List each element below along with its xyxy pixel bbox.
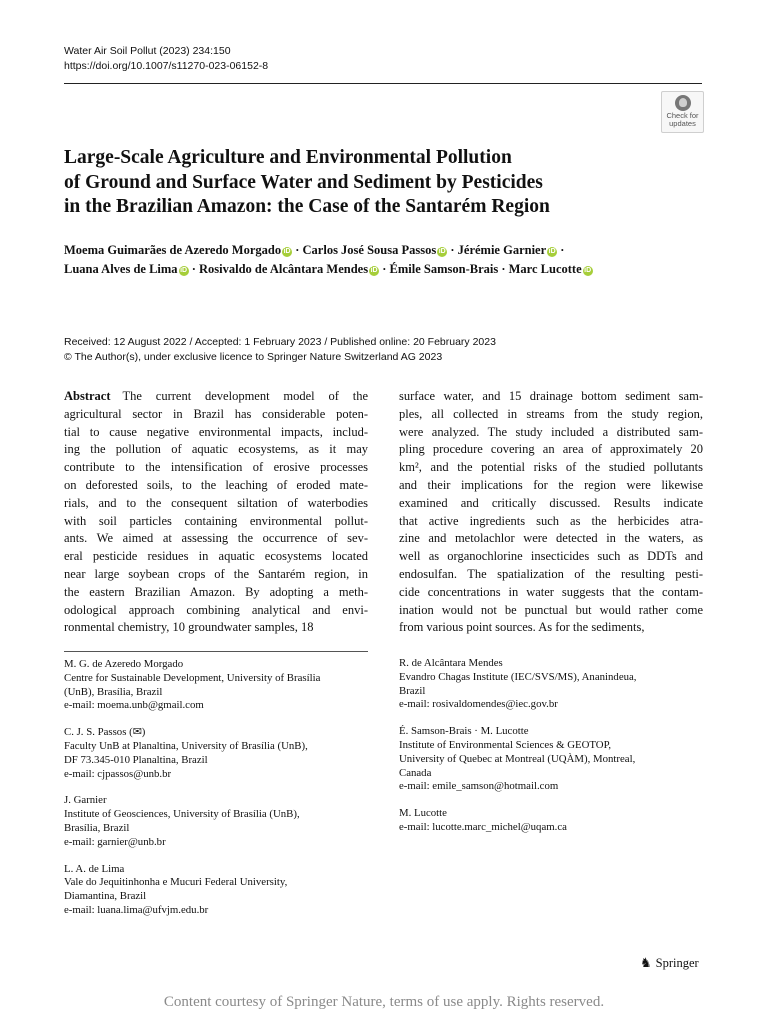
springer-horse-icon: ♞ (640, 955, 652, 970)
doi-link[interactable]: https://doi.org/10.1007/s11270-023-06152-8 (64, 60, 269, 72)
abstract-line: ronmental chemistry, 10 groundwater samples, 18 (64, 620, 314, 635)
abstract-line: Abstract The current development model of the (64, 389, 368, 403)
author-name[interactable]: Moema Guimarães de Azeredo Morgado (64, 243, 282, 257)
check-for-updates-badge[interactable] (661, 91, 704, 133)
publication-dates (64, 335, 496, 365)
author-separator: · (379, 262, 390, 276)
affiliation-line: DF 73.345-010 Planaltina, Brazil (64, 753, 208, 766)
orcid-icon[interactable]: iD (438, 248, 446, 255)
author-name[interactable]: Marc Lucotte (508, 262, 582, 276)
abstract-line: well as organochlorine insecticides such as DDTs and (399, 549, 703, 564)
abstract-line: from various point sources. As for the sediments, (399, 620, 645, 635)
author-name[interactable]: Rosivaldo de Alcântara Mendes (198, 262, 369, 276)
abstract-column-right (399, 388, 703, 637)
courtesy-notice: Content courtesy of Springer Nature, terms of use apply. Rights reserved. (163, 994, 605, 1010)
affiliation-line: Institute of Geosciences, University of Brasília (UnB), (64, 808, 300, 821)
abstract-line: eral pesticide residues in aquatic ecosystems located (64, 549, 368, 564)
author-email[interactable]: e-mail: moema.unb@gmail.com (64, 699, 204, 712)
abstract-line: pling procedure covering an area of approximately 20 (399, 442, 703, 457)
footnote-rule (64, 651, 368, 652)
abstract-line: cide concentrations in water suggests that the contam- (399, 584, 703, 599)
affiliation-line: University of Quebec at Montreal (UQÀM), Montreal, (399, 752, 636, 765)
received-accepted-dates: Received: 12 August 2022 / Accepted: 1 February 2023 / Published online: 20 February 2023 (64, 336, 496, 348)
author-email[interactable]: e-mail: emile_samson@hotmail.com (399, 780, 559, 793)
abstract-line: zine and metolachlor were detected in the waters, as (399, 531, 703, 546)
bookmark-icon (675, 95, 691, 111)
author-separator: · (557, 243, 565, 257)
abstract-line: agricultural sector in Brazil has considerable poten- (64, 406, 368, 421)
affiliation-author: C. J. S. Passos (✉) (64, 726, 146, 739)
abstract-line: surface water, and 15 drainage bottom sediment sam- (399, 389, 703, 403)
abstract-line: with soil particles containing environmental pollut- (64, 513, 368, 528)
author-email[interactable]: e-mail: luana.lima@ufvjm.edu.br (64, 903, 209, 916)
affiliation-block (399, 657, 709, 712)
abstract-line: rials, and to the consequent siltation of waterbodies (64, 495, 368, 510)
title-line: Large-Scale Agriculture and Environmental Pollution (64, 147, 512, 168)
affiliation-block (399, 807, 709, 835)
orcid-icon[interactable]: iD (370, 267, 378, 274)
abstract-line: the eastern Brazilian Amazon. By adopting a meth- (64, 584, 368, 599)
orcid-icon[interactable]: iD (584, 267, 592, 274)
affiliations-left (64, 658, 374, 931)
affiliation-line: Diamantina, Brazil (64, 890, 147, 903)
springer-logo (640, 955, 699, 971)
author-separator: · (447, 243, 458, 257)
abstract-line: near large soybean crops of the Santarém region, in (64, 566, 368, 581)
orcid-icon[interactable]: iD (283, 248, 291, 255)
affiliation-block (64, 658, 374, 713)
author-name[interactable]: Émile Samson-Brais (389, 262, 499, 276)
orcid-icon[interactable]: iD (548, 248, 556, 255)
badge-label-2: updates (669, 119, 696, 128)
abstract-line: odological approach combining analytical and envi- (64, 602, 368, 617)
title-line: in the Brazilian Amazon: the Case of the Santarém Region (64, 196, 550, 217)
abstract-column-left (64, 388, 368, 637)
journal-citation: Water Air Soil Pollut (2023) 234:150 (64, 45, 231, 57)
abstract-line: ing the pollution of aquatic ecosystems, as it may (64, 442, 368, 457)
author-name[interactable]: Jérémie Garnier (457, 243, 547, 257)
author-email[interactable]: e-mail: rosivaldomendes@iec.gov.br (399, 698, 558, 711)
affiliation-block (64, 794, 374, 849)
author-email[interactable]: e-mail: garnier@unb.br (64, 835, 166, 848)
affiliation-line: Brasília, Brazil (64, 821, 130, 834)
author-separator: · (292, 243, 303, 257)
article-title (64, 146, 684, 220)
badge-label-1: Check for (666, 111, 699, 120)
affiliation-author: J. Garnier (64, 794, 107, 807)
affiliation-block (64, 863, 374, 918)
affiliation-line: Brazil (399, 684, 426, 697)
author-email[interactable]: e-mail: cjpassos@unb.br (64, 767, 172, 780)
title-line: of Ground and Surface Water and Sediment by Pesticides (64, 171, 543, 193)
author-name[interactable]: Luana Alves de Lima (64, 262, 178, 276)
journal-header (64, 44, 268, 74)
author-email[interactable]: e-mail: lucotte.marc_michel@uqam.ca (399, 820, 567, 833)
affiliation-line: Evandro Chagas Institute (IEC/SVS/MS), Ananindeua, (399, 670, 637, 683)
affiliation-author: R. de Alcântara Mendes (399, 657, 503, 669)
affiliation-line: Institute of Environmental Sciences & GEOTOP, (399, 738, 612, 751)
abstract-line: ples, all collected in streams from the study region, (399, 406, 703, 421)
author-separator: · (188, 262, 199, 276)
abstract-line: endosulfan. The spatialization of the resulting pesti- (399, 566, 703, 581)
orcid-icon[interactable]: iD (180, 267, 188, 274)
copyright-line: © The Author(s), under exclusive licence to Springer Nature Switzerland AG 2023 (64, 351, 443, 363)
publisher-name: Springer (655, 956, 699, 970)
affiliation-line: (UnB), Brasília, Brazil (64, 685, 163, 698)
abstract-line: on deforested soils, to the leaching of eroded mate- (64, 477, 368, 492)
abstract-line: ants. We aimed at assessing the occurrence of sev- (64, 531, 368, 546)
abstract-line: ination would not be punctual but would rather come (399, 602, 703, 617)
affiliation-block (399, 725, 709, 794)
author-separator: · (498, 262, 509, 276)
affiliation-author: M. G. de Azeredo Morgado (64, 658, 184, 670)
abstract-line: were analyzed. The study included a distributed sam- (399, 424, 703, 439)
affiliation-author: L. A. de Lima (64, 862, 125, 875)
affiliation-line: Centre for Sustainable Development, University of Brasília (64, 671, 321, 684)
author-name[interactable]: Carlos José Sousa Passos (302, 243, 437, 257)
header-rule (64, 83, 702, 84)
affiliation-line: Canada (399, 766, 432, 779)
affiliation-line: Vale do Jequitinhonha e Mucuri Federal University, (64, 876, 288, 889)
abstract-line: contribute to the intensification of erosive processes (64, 460, 368, 475)
affiliation-author: M. Lucotte (399, 807, 447, 820)
abstract-heading: Abstract (64, 389, 111, 403)
affiliation-block (64, 726, 374, 781)
abstract-line: tial to cause negative environmental impacts, includ- (64, 424, 368, 439)
author-list (64, 241, 704, 279)
abstract-line: examined and critically discussed. Results indicate (399, 495, 703, 510)
abstract-line: that active ingredients such as the herbicides atra- (399, 513, 703, 528)
affiliations-right (399, 657, 709, 848)
abstract-line: and their implications for the region were likewise (399, 477, 703, 492)
affiliation-line: Faculty UnB at Planaltina, University of Brasília (UnB), (64, 739, 308, 752)
abstract-line: km², and the potential risks of the studied pollutants (399, 460, 703, 475)
affiliation-author: É. Samson-Brais · M. Lucotte (399, 725, 529, 738)
